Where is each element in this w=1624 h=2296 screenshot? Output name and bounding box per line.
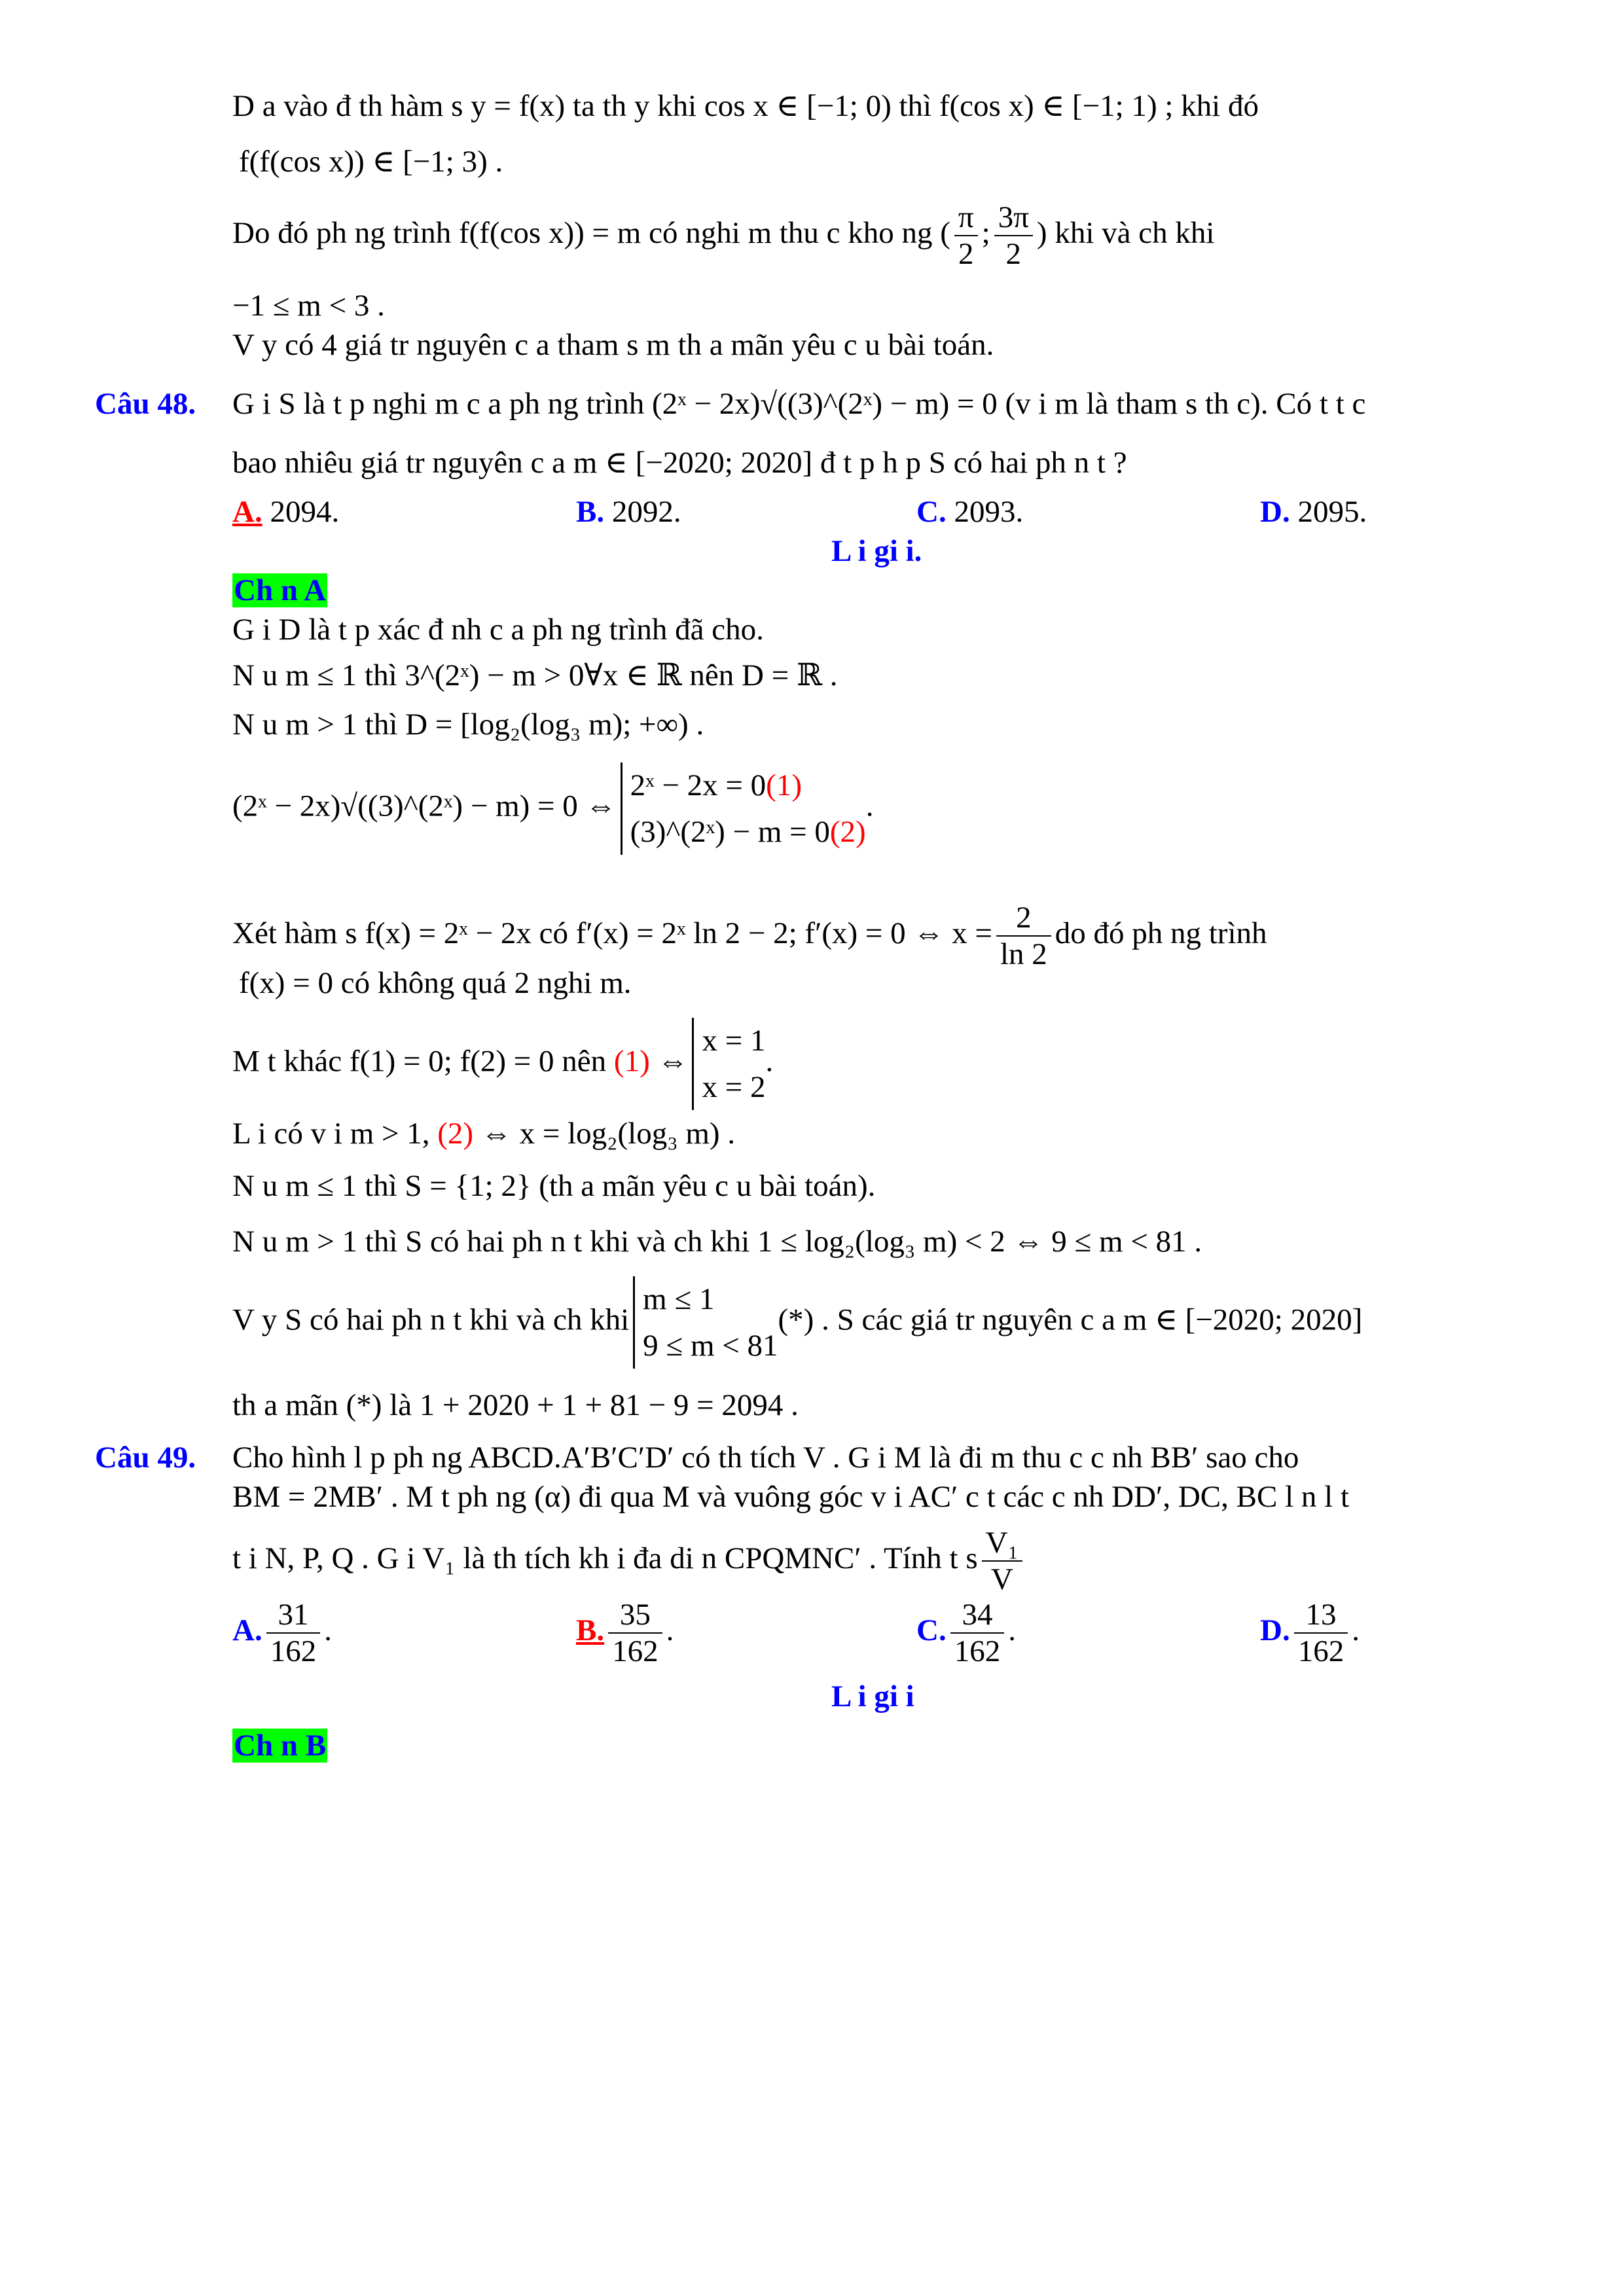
text-span: ⇔ xyxy=(649,1044,689,1079)
option-letter: A. xyxy=(232,495,262,529)
period: . xyxy=(1008,1613,1016,1647)
numerator: 35 xyxy=(608,1597,662,1634)
period: . xyxy=(324,1613,332,1647)
fraction xyxy=(982,1525,1022,1597)
denominator: ln 2 xyxy=(1000,937,1047,972)
case-row: m ≤ 1 xyxy=(643,1282,715,1316)
option-a xyxy=(232,494,339,529)
numerator: 2 xyxy=(996,900,1051,937)
option-value: 2094. xyxy=(262,495,340,529)
text-span: t i N, P, Q . G i V₁ là th tích kh i đa di n CPQMNC′ . Tính t s xyxy=(232,1541,978,1575)
question-text: Cho hình l p ph ng ABCD.A′B′C′D′ có th tích V . G i M là đi m thu c c nh BB′ sao cho xyxy=(232,1441,1299,1475)
question-label: Câu 49. xyxy=(95,1441,196,1475)
question-text xyxy=(232,1525,1026,1597)
equation-tag: (2) xyxy=(437,1117,474,1151)
chosen-answer xyxy=(232,573,327,608)
option-a xyxy=(232,1597,332,1669)
option-letter: B. xyxy=(576,1613,605,1647)
equation-line xyxy=(232,762,873,855)
period: . xyxy=(1352,1613,1360,1647)
case-bracket xyxy=(621,762,866,855)
numerator: 34 xyxy=(950,1597,1005,1634)
text-line xyxy=(232,1276,1362,1369)
solution-title: L i gi i xyxy=(831,1679,914,1713)
text-line xyxy=(232,1018,773,1110)
text-span: Xét hàm s f(x) = 2ˣ − 2x có f′(x) = 2ˣ ln 2 − 2; f′(x) = 0 ⇔ x = xyxy=(232,916,992,950)
option-b xyxy=(576,1597,674,1669)
text-span: V y S có hai ph n t khi và ch khi xyxy=(232,1302,630,1337)
option-value: 2093. xyxy=(946,495,1024,529)
option-value: 2092. xyxy=(604,495,681,529)
text-span: do đó ph ng trình xyxy=(1055,916,1267,950)
option-letter: D. xyxy=(1260,1613,1290,1647)
text-line: f(f(cos x)) ∈ [−1; 3) . xyxy=(239,145,503,179)
text-line: Do đó ph ng trình f(f(cos x)) = m có nghi m thu c kho ng ( $\frac{\pi}{2}$ ; $\frac{3\pi}{2}$ ) khi và ch khi xyxy=(232,200,1215,272)
denominator: 162 xyxy=(1297,1634,1344,1668)
denominator: 162 xyxy=(954,1634,1001,1668)
option-letter: B. xyxy=(576,495,605,529)
numerator: π xyxy=(954,200,978,236)
option-c xyxy=(916,1597,1016,1669)
case-text: 2ˣ − 2x = 0 xyxy=(630,768,767,802)
fraction xyxy=(996,900,1051,972)
case-bracket xyxy=(692,1018,765,1110)
text-line: N u m ≤ 1 thì 3^(2ˣ) − m > 0∀x ∈ ℝ nên D = ℝ . xyxy=(232,658,838,692)
case-row: 9 ≤ m < 81 xyxy=(643,1328,778,1363)
text-span: M t khác f(1) = 0; f(2) = 0 nên xyxy=(232,1044,614,1079)
solution-title: L i gi i. xyxy=(831,534,922,568)
option-d xyxy=(1260,494,1367,529)
chosen-answer xyxy=(232,1728,327,1763)
case-row: x = 2 xyxy=(702,1069,766,1104)
text-line: f(x) = 0 có không quá 2 nghi m. xyxy=(239,966,632,1000)
text-line: N u m > 1 thì S có hai ph n t khi và ch khi 1 ≤ log₂(log₃ m) < 2 ⇔ 9 ≤ m < 81 . xyxy=(232,1225,1202,1259)
fraction xyxy=(1294,1597,1348,1669)
text-line: G i D là t p xác đ nh c a ph ng trình đã cho. xyxy=(232,613,764,647)
option-letter: C. xyxy=(916,1613,947,1647)
question-text: bao nhiêu giá tr nguyên c a m ∈ [−2020; 2020] đ t p h p S có hai ph n t ? xyxy=(232,446,1127,480)
denominator: V xyxy=(990,1562,1013,1597)
option-letter: A. xyxy=(232,1613,262,1647)
denominator: 2 xyxy=(1005,237,1022,272)
option-letter: C. xyxy=(916,495,947,529)
numerator: 3π xyxy=(994,200,1033,236)
text-span: Do đó ph ng trình f(f(cos x)) = m có nghi m thu c kho ng xyxy=(232,215,933,250)
denominator: 2 xyxy=(958,237,974,272)
question-text: BM = 2MB′ . M t ph ng (α) đi qua M và vuông góc v i AC′ c t các c nh DD′, DC, BC l n l t xyxy=(232,1480,1349,1514)
case-bracket xyxy=(633,1276,778,1369)
period: . xyxy=(865,789,874,823)
text-line: N u m ≤ 1 thì S = {1; 2} (th a mãn yêu c u bài toán). xyxy=(232,1169,876,1203)
text-span: (*) . S các giá tr nguyên c a m ∈ [−2020; 2020] xyxy=(778,1302,1363,1337)
denominator: 162 xyxy=(612,1634,659,1668)
fraction xyxy=(954,200,978,272)
numerator: 31 xyxy=(266,1597,321,1634)
option-b xyxy=(576,494,681,529)
option-c xyxy=(916,494,1023,529)
equation-tag: (1) xyxy=(613,1044,650,1079)
text-span: khi và ch khi xyxy=(1055,215,1215,250)
case-row xyxy=(630,809,866,855)
equation-tag: (1) xyxy=(766,768,802,802)
option-letter: D. xyxy=(1260,495,1290,529)
text-span: ⇔ x = log₂(log₃ m) . xyxy=(473,1117,736,1151)
text-span: L i có v i m > 1, xyxy=(232,1117,438,1151)
fraction xyxy=(950,1597,1005,1669)
period: . xyxy=(765,1044,774,1079)
case-text: (3)^(2ˣ) − m = 0 xyxy=(630,814,830,849)
text-line: N u m > 1 thì D = [log₂(log₃ m); +∞) . xyxy=(232,708,704,742)
text-line: V y có 4 giá tr nguyên c a tham s m th a mãn yêu c u bài toán. xyxy=(232,328,994,362)
question-label: Câu 48. xyxy=(95,387,196,421)
equation-tag: (2) xyxy=(829,814,866,849)
text-line xyxy=(232,1116,735,1151)
question-text: G i S là t p nghi m c a ph ng trình (2ˣ − 2x)√((3)^(2ˣ) − m) = 0 (v i m là tham s th c). Có t t c xyxy=(232,387,1366,421)
fraction xyxy=(994,200,1033,272)
chosen-label: Ch n A xyxy=(234,573,327,607)
denominator: 162 xyxy=(270,1634,317,1668)
period: . xyxy=(666,1613,674,1647)
option-value: 2095. xyxy=(1290,495,1367,529)
equation-left: (2ˣ − 2x)√((3)^(2ˣ) − m) = 0 ⇔ xyxy=(232,789,617,823)
case-row xyxy=(630,762,866,809)
numerator: 13 xyxy=(1294,1597,1348,1634)
numerator: V₁ xyxy=(982,1525,1022,1562)
chosen-label: Ch n B xyxy=(234,1729,327,1763)
text-line: D a vào đ th hàm s y = f(x) ta th y khi cos x ∈ [−1; 0) thì f(cos x) ∈ [−1; 1) ; khi đó xyxy=(232,89,1259,123)
option-d xyxy=(1260,1597,1360,1669)
fraction xyxy=(266,1597,321,1669)
fraction xyxy=(608,1597,662,1669)
text-line: th a mãn (*) là 1 + 2020 + 1 + 81 − 9 = 2094 . xyxy=(232,1388,799,1422)
case-row: x = 1 xyxy=(702,1024,766,1058)
separator: ; xyxy=(981,215,990,250)
text-line: −1 ≤ m < 3 . xyxy=(232,289,385,323)
text-line xyxy=(232,900,1267,972)
